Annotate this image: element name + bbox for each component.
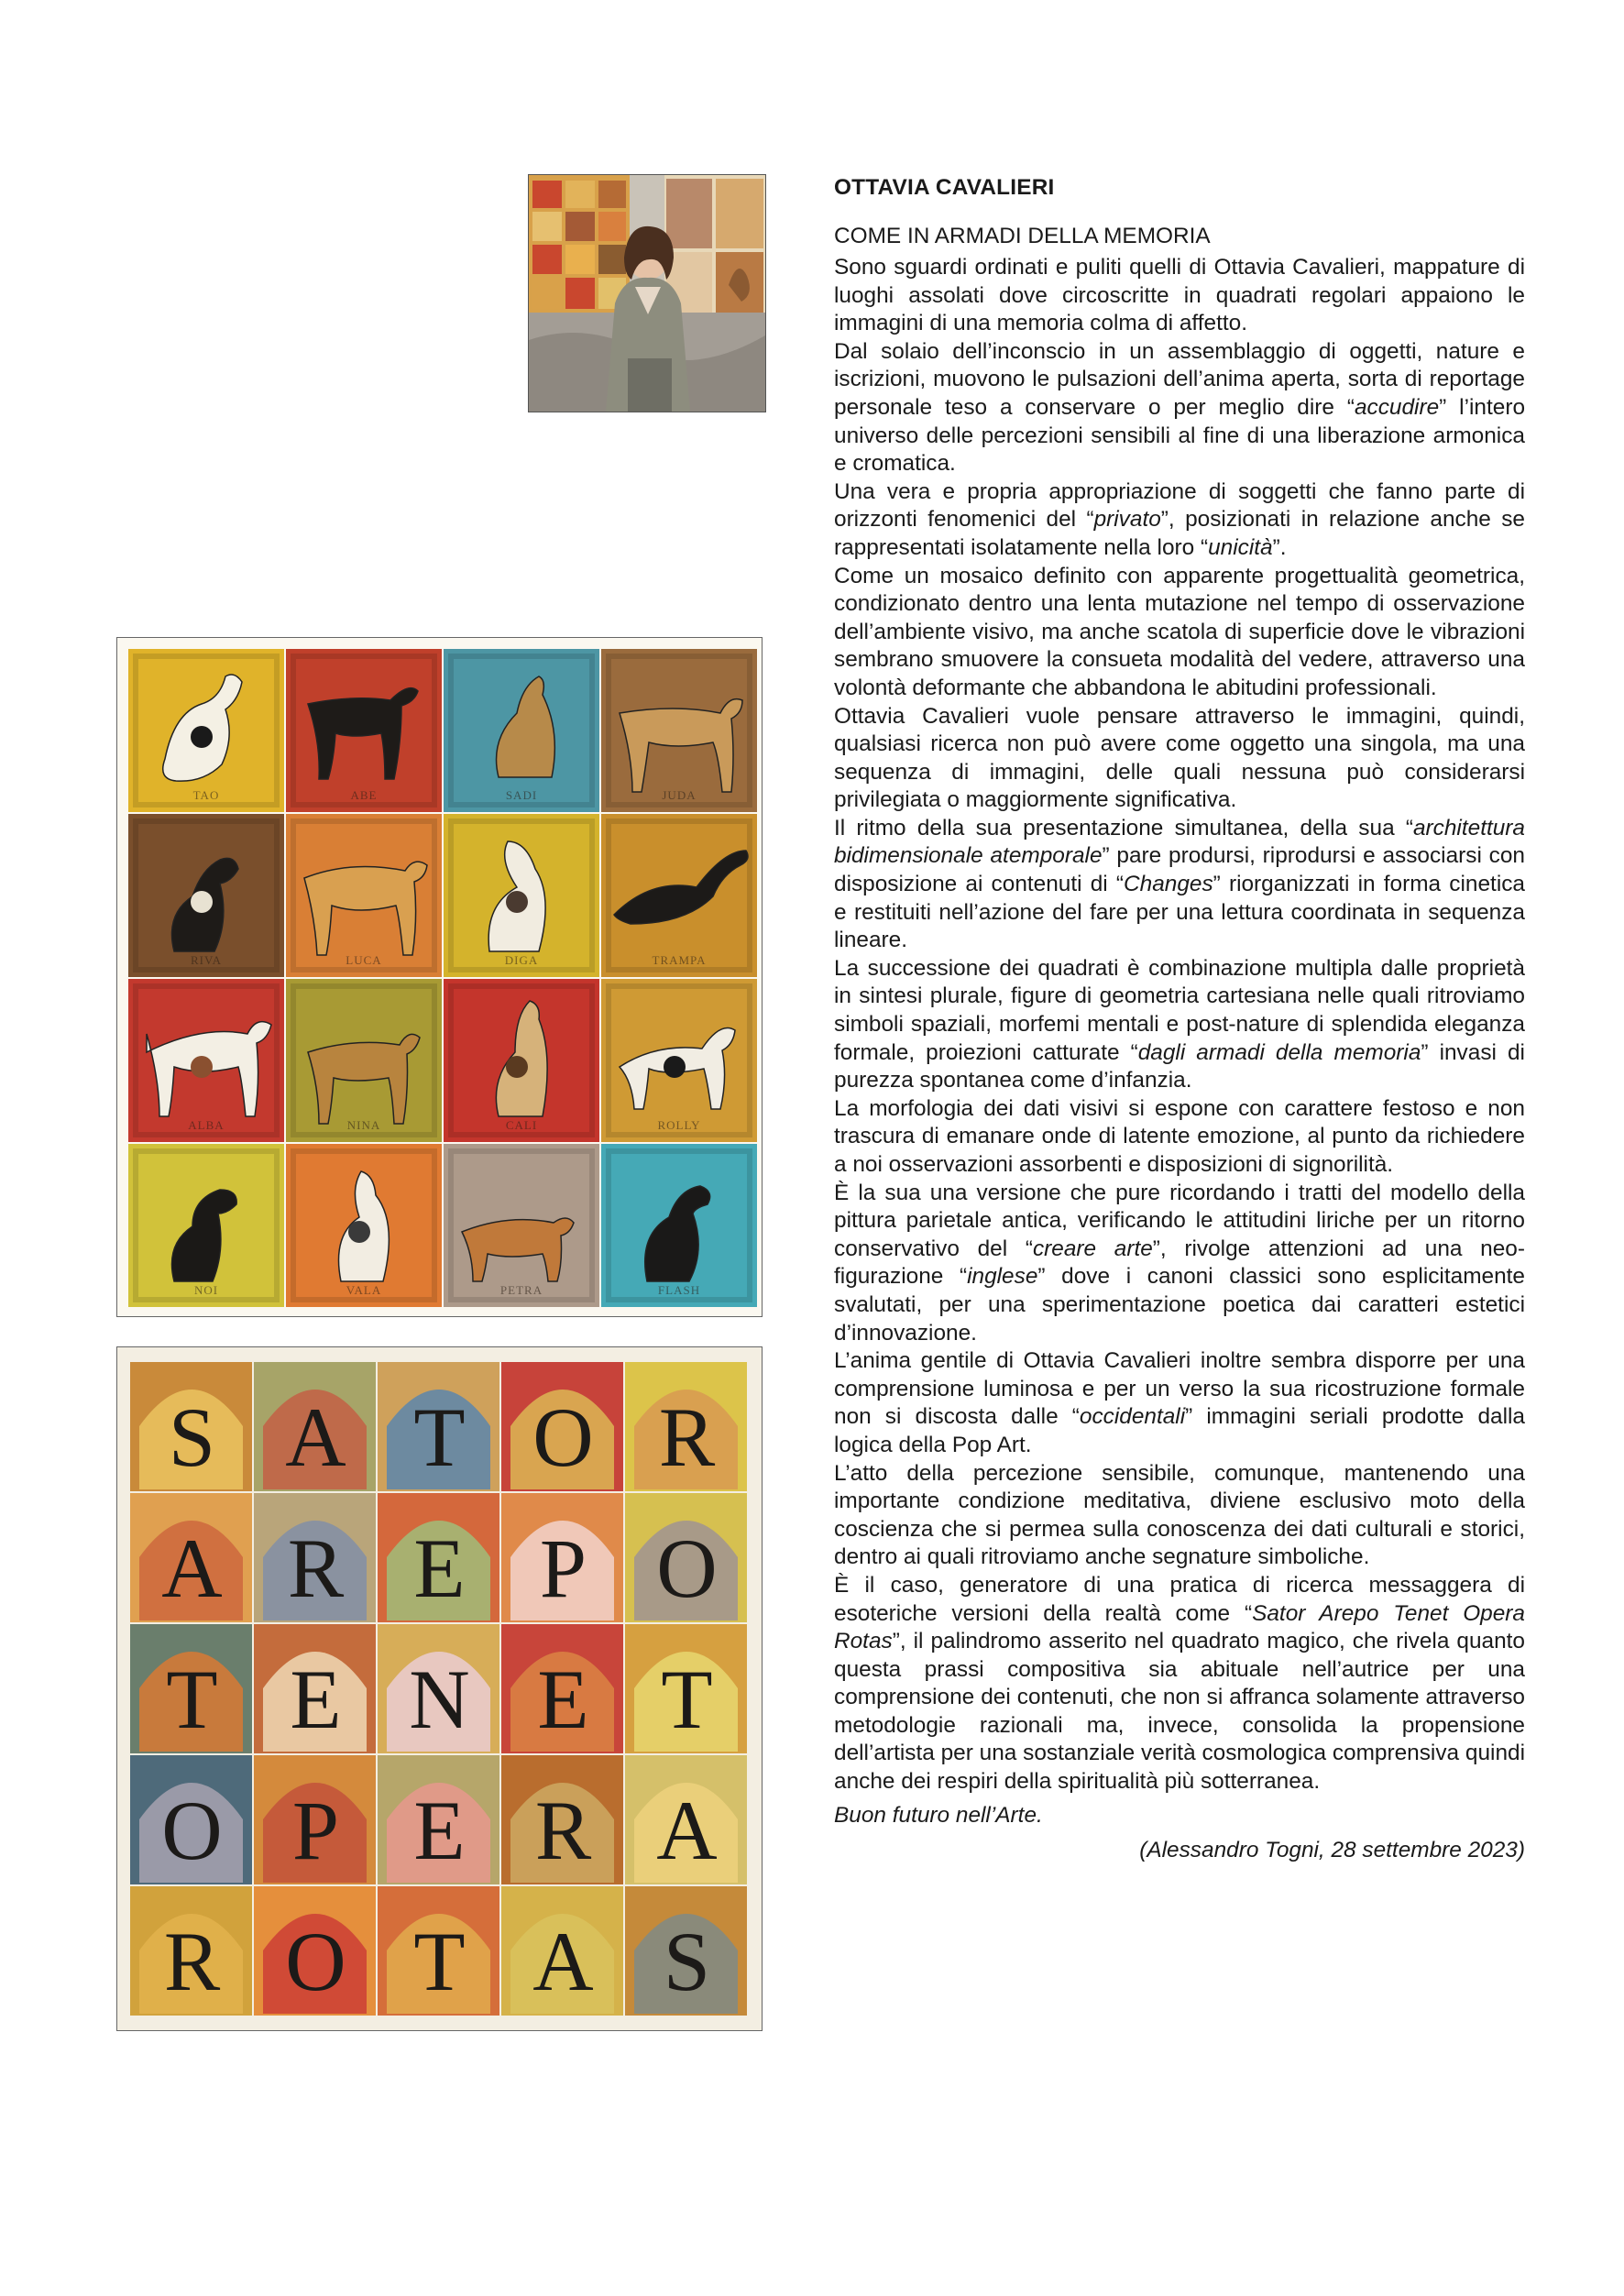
sator-tile — [378, 1886, 499, 2016]
text-run: ” l’intero universo delle percezioni sensibili al fine di una liberazione armonica e cromatica. — [834, 394, 1526, 477]
dog-name-label: RIVA — [190, 953, 223, 967]
sator-letter: E — [413, 1522, 466, 1615]
dog-grid-painting — [116, 637, 763, 1317]
italic-phrase: unicità — [1208, 534, 1273, 560]
dog-tile — [601, 814, 757, 977]
dog-tile — [444, 814, 599, 977]
text-run: ” immagini seriali prodotte dalla logica della Pop Art. — [834, 1404, 1525, 1457]
sator-tile — [625, 1755, 747, 1884]
text-run: Il ritmo della sua presentazione simultanea, della sua “ — [834, 815, 1413, 840]
italic-phrase: inglese — [967, 1264, 1038, 1290]
dog-name-label: JUDA — [662, 788, 697, 802]
italic-phrase: dagli armadi della memoria — [1137, 1039, 1421, 1065]
sator-tile — [501, 1755, 623, 1884]
text-run: ” riorganizzati in forma cinetica e restituiti nell’azione del fare per una lettura coordinata in sequenza lineare. — [834, 872, 1525, 953]
dog-spot — [191, 891, 213, 913]
essay-paragraph — [834, 703, 1525, 815]
essay-paragraph — [834, 1460, 1525, 1572]
dog-name-label: ABE — [350, 788, 378, 802]
dog-tile — [286, 814, 442, 977]
signature-line: (Alessandro Togni, 28 settembre 2023) — [1139, 1838, 1525, 1863]
sator-tile — [130, 1624, 252, 1753]
italic-phrase: Changes — [1124, 872, 1213, 897]
portrait-illustration — [529, 175, 765, 412]
text-run: L’anima gentile di Ottavia Cavalieri inoltre sembra disporre per una comprensione luminosa e per un verso la sua ricostruzione formale non si discosta dalle “ — [834, 1348, 1525, 1430]
sator-tile — [254, 1886, 376, 2016]
essay-paragraph — [834, 815, 1525, 955]
essay-paragraph — [834, 338, 1525, 478]
essay-paragraph — [834, 563, 1525, 703]
dog-grid-artwork — [117, 638, 762, 1316]
sator-tile — [501, 1886, 623, 2016]
article-column — [834, 174, 1525, 1865]
sator-tile — [378, 1624, 499, 1753]
text-run: ”, posizionati in relazione anche se rappresentati isolatamente nella loro “ — [834, 507, 1525, 560]
essay-title: COME IN ARMADI DELLA MEMORIA — [834, 224, 1211, 248]
sator-tile — [501, 1624, 623, 1753]
text-run: È la sua una versione che pure ricordando i tratti del modello della pittura parietale antica, verificando le attitudini liriche per un ritorno conservativo del “ — [834, 1180, 1525, 1261]
sator-tile — [254, 1362, 376, 1491]
italic-phrase: creare arte — [1032, 1236, 1153, 1261]
closing-line: Buon futuro nell’Arte. — [834, 1802, 1043, 1828]
dog-spot — [664, 1056, 686, 1078]
dog-name-label: PETRA — [499, 1283, 543, 1297]
sator-tile — [130, 1755, 252, 1884]
text-run: ” dove i canoni classici sono esplicitamente svalutati, per una sperimentazione poetica dai caratteri estetici d’innovazione. — [834, 1264, 1525, 1346]
sator-letter: T — [413, 1390, 466, 1484]
text-run: ”. — [1272, 534, 1287, 560]
dog-tile — [128, 649, 284, 812]
sator-tile — [378, 1493, 499, 1622]
dog-name-label: TAO — [192, 788, 220, 802]
dog-tile — [601, 979, 757, 1142]
sator-tile — [625, 1493, 747, 1622]
text-run: Una vera e propria appropriazione di soggetti che fanno parte di orizzonti fenomenici del “ — [834, 478, 1525, 533]
sator-letter: A — [656, 1784, 718, 1877]
sator-letter: E — [537, 1653, 589, 1746]
sator-letter: S — [663, 1915, 711, 2008]
dog-name-label: ALBA — [188, 1118, 225, 1132]
text-run: ” invasi di purezza spontanea come d’infanzia. — [834, 1039, 1525, 1093]
italic-phrase: occidentali — [1079, 1404, 1186, 1430]
artist-portrait-photo — [528, 174, 766, 412]
dog-tile — [601, 1144, 757, 1307]
dog-spot — [506, 891, 528, 913]
sator-letter: E — [413, 1784, 466, 1877]
sator-tile — [254, 1493, 376, 1622]
sator-tile — [130, 1493, 252, 1622]
artist-name-heading: OTTAVIA CAVALIERI — [834, 175, 1055, 200]
italic-phrase: accudire — [1354, 394, 1440, 420]
sator-tile — [501, 1362, 623, 1491]
essay-paragraph — [834, 955, 1525, 1095]
dog-tile — [128, 814, 284, 977]
dog-spot — [348, 1221, 370, 1243]
sator-tile — [501, 1493, 623, 1622]
dog-spot — [191, 726, 213, 748]
sator-letter: S — [168, 1390, 216, 1484]
text-run: Ottavia Cavalieri vuole pensare attraverso le immagini, quindi, qualsiasi ricerca non può avere come oggetto una singola, ma una sequenza di immagini, delle quali nessuna può considerarsi privilegiata o maggiormente significativa. — [834, 703, 1525, 813]
dog-name-label: CALI — [505, 1118, 538, 1132]
sator-tile — [625, 1362, 747, 1491]
dog-spot — [191, 1056, 213, 1078]
text-run: La successione dei quadrati è combinazione multipla dalle proprietà in sintesi plurale, figure di geometria cartesiana nelle quali ritroviamo simboli spaziali, morfemi mentali e post-nature di splendida eleganza formale, proiezioni catturate “ — [834, 955, 1525, 1065]
sator-tile — [378, 1755, 499, 1884]
essay-paragraph — [834, 1347, 1525, 1459]
text-run: Come un mosaico definito con apparente progettualità geometrica, condizionato dentro una lenta mutazione nel tempo di osservazione dell’ambiente visivo, ma anche scatola di superficie dove le vibrazioni sembrano smuovere la consueta modalità del vedere, attraverso una volontà deformante che abbandona le abitudini professionali. — [834, 563, 1525, 700]
dog-tile — [286, 1144, 442, 1307]
dog-name-label: NOI — [193, 1283, 219, 1297]
essay-paragraph — [834, 1180, 1525, 1348]
text-run: ”, il palindromo asserito nel quadrato magico, che rivela quanto questa prassi compositiva sia abituale nell’autrice per una comprensione dei contenuti, che non si affranca solamente attraverso metodologie razionali ma, invece, consolida la propensione dell’artista per una sostanziale verità cosmologica comprensiva quindi anche dei respiri della spiritualità più sotterranea. — [834, 1629, 1525, 1795]
dog-name-label: LUCA — [346, 953, 382, 967]
dog-tile — [128, 1144, 284, 1307]
dog-tile — [286, 649, 442, 812]
sator-letter: T — [166, 1653, 218, 1746]
text-run: È il caso, generatore di una pratica di ricerca messaggera di esoteriche versioni della realtà come “ — [834, 1572, 1525, 1626]
sator-tile — [254, 1755, 376, 1884]
dog-tile — [444, 649, 599, 812]
sator-tile — [378, 1362, 499, 1491]
sator-letter: T — [413, 1915, 466, 2008]
essay-paragraph — [834, 1095, 1525, 1180]
sator-letter: N — [409, 1653, 470, 1746]
text-run: ”, rivolge attenzioni ad una neo-figurazione “ — [834, 1236, 1525, 1290]
italic-phrase: Sator Arepo Tenet Opera Rotas — [834, 1600, 1525, 1654]
sator-tile — [625, 1886, 747, 2016]
essay-paragraph — [834, 478, 1525, 563]
dog-name-label: VALA — [346, 1283, 382, 1297]
text-run: L’atto della percezione sensibile, comunque, mantenendo una importante condizione meditativa, diviene esclusivo moto della coscienza che si permea sulla conoscenza dei dati culturali e storici, dentro ai quali ritroviamo anche segnature simboliche. — [834, 1460, 1525, 1570]
dog-tile — [128, 979, 284, 1142]
dog-name-label: TRAMPA — [652, 953, 707, 967]
dog-tile — [444, 1144, 599, 1307]
dog-name-label: ROLLY — [657, 1118, 701, 1132]
sator-letter: O — [161, 1784, 223, 1877]
dog-tile — [601, 649, 757, 812]
italic-phrase: privato — [1093, 507, 1161, 533]
dog-name-label: DIGA — [504, 953, 539, 967]
sator-tile — [130, 1362, 252, 1491]
italic-phrase: architettura bidimensionale atemporale — [834, 815, 1525, 869]
sator-letter: O — [532, 1390, 594, 1484]
text-run: Sono sguardi ordinati e puliti quelli di Ottavia Cavalieri, mappature di luoghi assolati dove circoscritte in quadrati regolari appaiono le immagini di una memoria colma di affetto. — [834, 255, 1525, 336]
sator-letter: R — [534, 1784, 592, 1877]
dog-tile — [444, 979, 599, 1142]
sator-letter: P — [291, 1784, 340, 1877]
essay-paragraph — [834, 254, 1525, 338]
sator-tile — [625, 1624, 747, 1753]
text-run: La morfologia dei dati visivi si espone con carattere festoso e non trascura di emanare onde di latente emozione, al punto da richiedere a noi osservazioni assorbenti e disposizioni di signorilità. — [834, 1095, 1525, 1177]
sator-letter: P — [539, 1522, 587, 1615]
dog-spot — [506, 1056, 528, 1078]
sator-letter: O — [656, 1522, 718, 1615]
dog-tile — [286, 979, 442, 1142]
sator-letter: R — [658, 1390, 716, 1484]
text-run: Dal solaio dell’inconscio in un assemblaggio di oggetti, nature e iscrizioni, muovono le pulsazioni dell’anima aperta, sorta di reportage personale teso a conservare o per meglio dire “ — [834, 338, 1525, 420]
sator-letter: A — [161, 1522, 223, 1615]
dog-name-label: NINA — [346, 1118, 381, 1132]
sator-square-painting — [116, 1346, 763, 2031]
sator-letter: O — [285, 1915, 346, 2008]
dog-name-label: FLASH — [657, 1283, 701, 1297]
sator-letter: R — [287, 1522, 345, 1615]
text-run: ” pare prodursi, riprodursi e associarsi con disposizione ai contenuti di “ — [834, 843, 1525, 897]
essay-paragraph — [834, 1572, 1525, 1796]
dog-name-label: SADI — [505, 788, 538, 802]
sator-letter: R — [163, 1915, 221, 2008]
sator-letter: T — [661, 1653, 713, 1746]
sator-tile — [254, 1624, 376, 1753]
sator-square-artwork — [117, 1347, 762, 2030]
essay-body — [834, 254, 1525, 1796]
sator-tile — [130, 1886, 252, 2016]
sator-letter: A — [285, 1390, 346, 1484]
sator-letter: E — [290, 1653, 342, 1746]
sator-letter: A — [532, 1915, 594, 2008]
